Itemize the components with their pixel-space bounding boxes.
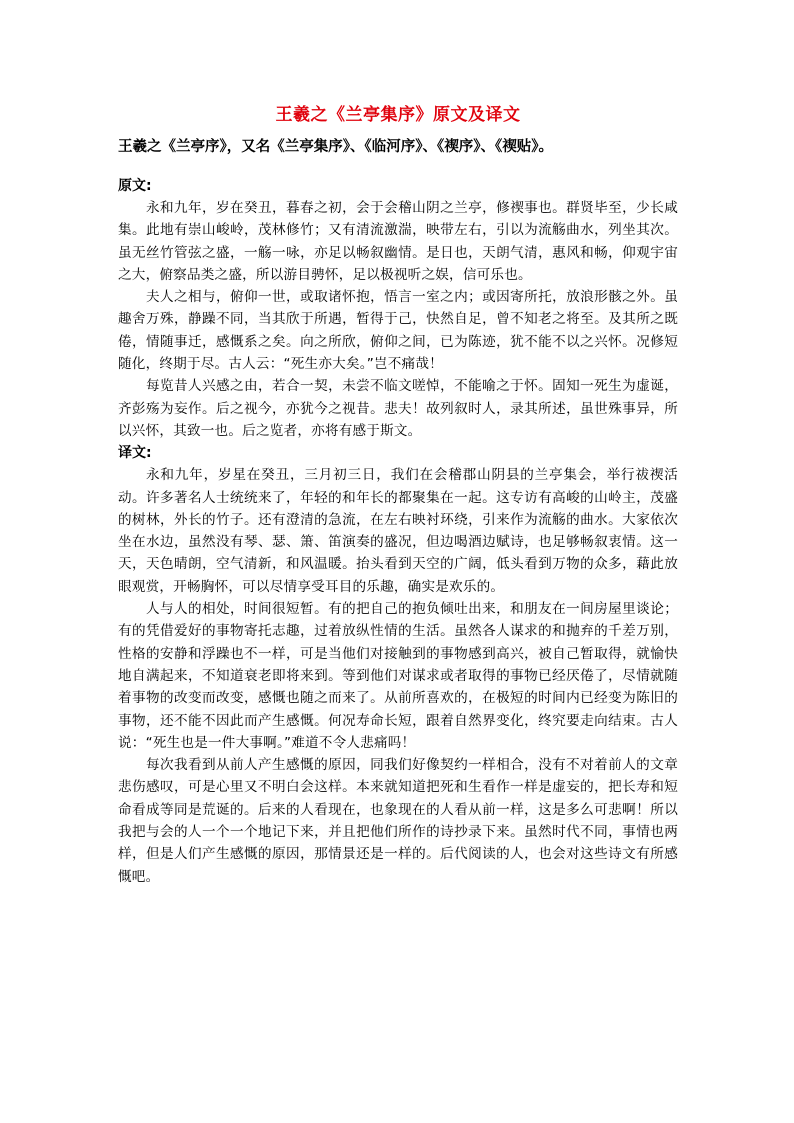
- original-paragraph-1: 永和九年，岁在癸丑，暮春之初，会于会稽山阴之兰亭，修禊事也。群贤毕至，少长咸集。此地有崇山峻岭，茂林修竹；又有清流激湍，映带左右，引以为流觞曲水，列坐其次。虽无丝竹管弦之盛，一觞一咏，亦足以畅叙幽情。是日也，天朗气清，惠风和畅，仰观宇宙之大，俯察品类之盛，所以游目骋怀，足以极视听之娱，信可乐也。: [118, 200, 678, 283]
- translation-paragraph-3: 每次我看到从前人产生感慨的原因，同我们好像契约一样相合，没有不对着前人的文章悲伤感叹，可是心里又不明白会这样。本来就知道把死和生看作一样是虚妄的，把长寿和短命看成等同是荒诞的。后来的人看现在，也象现在的人看从前一样，这是多么可悲啊！所以我把与会的人一个一个地记下来，并且把他们所作的诗抄录下来。虽然时代不同，事情也两样，但是人们产生感慨的原因，那情景还是一样的。后代阅读的人，也会对这些诗文有所感慨吧。: [118, 757, 678, 885]
- translation-paragraph-2: 人与人的相处，时间很短暂。有的把自己的抱负倾吐出来，和朋友在一间房屋里谈论；有的凭借爱好的事物寄托志趣，过着放纵性情的生活。虽然各人谋求的和抛弃的千差万别，性格的安静和浮躁也不一样，可是当他们对接触到的事物感到高兴，被自己暂取得，就愉快地自满起来，不知道衰老即将来到。等到他们对谋求或者取得的事物已经厌倦了，尽情就随着事物的改变而改变，感慨也随之而来了。从前所喜欢的，在极短的时间内已经变为陈旧的事物，还不能不因此而产生感慨。何况寿命长短，跟着自然界变化，终究要走向结束。古人说：“死生也是一件大事啊。”难道不令人悲痛吗！: [118, 601, 678, 751]
- document-page: [118, 104, 678, 888]
- original-section: [118, 175, 678, 442]
- document-title: 王羲之《兰亭集序》原文及译文: [275, 105, 521, 125]
- original-paragraph-2: 夫人之相与，俯仰一世，或取诸怀抱，悟言一室之内；或因寄所托，放浪形骸之外。虽趣舍万殊，静躁不同，当其欣于所遇，暂得于己，快然自足，曾不知老之将至。及其所之既倦，情随事迁，感慨系之矣。向之所欣，俯仰之间，已为陈迹，犹不能不以之兴怀。况修短随化，终期于尽。古人云：“死生亦大矣。”岂不痛哉！: [118, 289, 678, 373]
- translation-paragraph-1: 永和九年，岁星在癸丑，三月初三日，我们在会稽郡山阴县的兰亭集会，举行祓禊活动。许多著名人士统统来了，年轻的和年长的都聚集在一起。这专访有高峻的山岭主，茂盛的树林，外长的竹子。还有澄清的急流，在左右映衬环绕，引来作为流觞的曲水。大家依次坐在水边，虽然没有琴、瑟、箫、笛演奏的盛况，但边喝酒边赋诗，也足够畅叙衷情。这一天，天色晴朗，空气清新，和风温暖。抬头看到天空的广阔，低头看到万物的众多，藉此放眼观赏，开畅胸怀，可以尽情享受耳目的乐趣，确实是欢乐的。: [118, 467, 678, 595]
- translation-section: [118, 442, 678, 888]
- original-paragraph-3: 每览昔人兴感之由，若合一契，未尝不临文嗟悼，不能喻之于怀。固知一死生为虚诞，齐彭殇为妄作。后之视今，亦犹今之视昔。悲夫！故列叙时人，录其所述，虽世殊事异，所以兴怀，其致一也。后之览者，亦将有感于斯文。: [118, 378, 678, 439]
- document-subtitle: 王羲之《兰亭序》，又名《兰亭集序》、《临河序》、《禊序》、《禊贴》。: [118, 139, 553, 155]
- translation-label: 译文:: [118, 445, 152, 462]
- original-label: 原文:: [118, 178, 152, 194]
